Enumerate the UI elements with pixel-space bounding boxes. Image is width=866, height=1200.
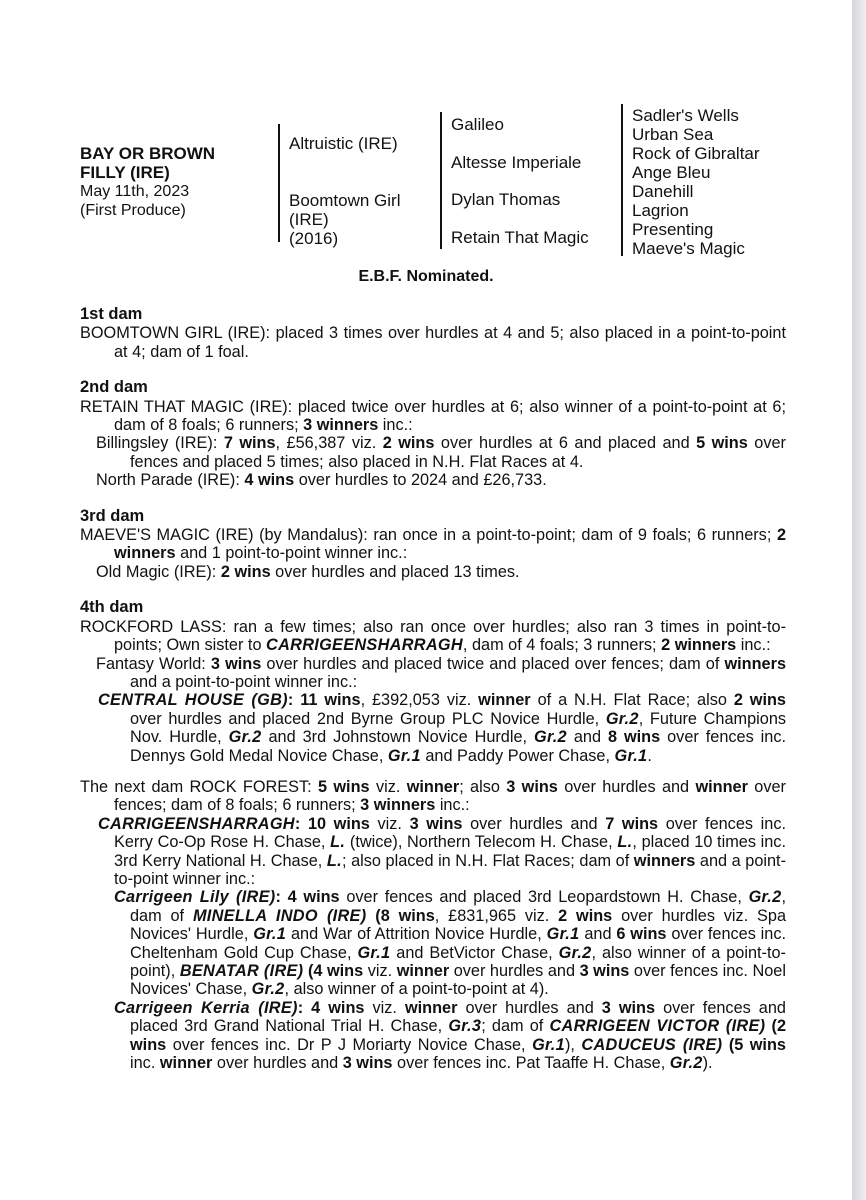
sire-name: Altruistic (IRE) bbox=[289, 134, 398, 153]
great-grandparent-2: Urban Sea bbox=[632, 125, 714, 144]
pedigree-bar-grandparents bbox=[440, 112, 442, 249]
third-dam-section bbox=[80, 507, 786, 582]
great-grandparent-1: Sadler's Wells bbox=[632, 106, 739, 125]
dam-name-line1: Boomtown Girl bbox=[289, 191, 401, 210]
progeny-carrigeensharragh: CARRIGEENSHARRAGH: 10 wins viz. 3 wins over hurdles and 7 wins over fences inc. Kerry Co-Op Rose H. Chase, L. (twice), Northern Telecom H. Chase, L., placed 10 times inc. 3rd Kerry National H. Chase, L.; also placed in N.H. Flat Races; dam of winners and a point-to-point winner inc.: bbox=[98, 814, 786, 888]
first-dam-section bbox=[80, 305, 786, 361]
great-grandparent-8: Maeve's Magic bbox=[632, 239, 745, 258]
second-dam-title: 2nd dam bbox=[80, 378, 148, 397]
progeny-carrigeen-lily: Carrigeen Lily (IRE): 4 wins over fences and placed 3rd Leopardstown H. Chase, Gr.2, dam of MINELLA INDO (IRE) (8 wins, £831,965 viz. 2 wins over hurdles viz. Spa Novices' Hurdle, Gr.1 and War of Attrition Novice Hurdle, Gr.1 and 6 wins over fences inc. Cheltenham Gold Cup Chase, Gr.1 and BetVictor Chase, Gr.2, also winner of a point-to-point), BENATAR (IRE) (4 wins viz. winner over hurdles and 3 wins over fences inc. Noel Novices' Chase, Gr.2, also winner of a point-to-point at 4). bbox=[114, 888, 787, 999]
progeny-fantasy-world: Fantasy World: 3 wins over hurdles and placed twice and placed over fences; dam of winners and a point-to-point winner inc.: bbox=[96, 654, 787, 691]
ebf-nomination: E.B.F. Nominated. bbox=[358, 268, 494, 285]
fourth-dam-section bbox=[80, 598, 786, 765]
progeny-billingsley: Billingsley (IRE): 7 wins, £56,387 viz. 2 wins over hurdles at 6 and placed and 5 wins over fences and placed 5 times; also placed in N.H. Flat Races at 4. bbox=[96, 434, 786, 471]
great-grandparent-6: Lagrion bbox=[632, 201, 689, 220]
fourth-dam-title: 4th dam bbox=[80, 598, 144, 617]
grandparent-4: Retain That Magic bbox=[451, 228, 589, 247]
grandparent-3: Dylan Thomas bbox=[451, 190, 561, 209]
grandparent-1: Galileo bbox=[451, 115, 504, 134]
first-dam-text: BOOMTOWN GIRL (IRE): placed 3 times over hurdles at 4 and 5; also placed in a point-to-point at 4; dam of 1 foal. bbox=[80, 324, 786, 361]
dam-history bbox=[80, 305, 786, 1072]
progeny-old-magic: Old Magic (IRE): 2 wins over hurdles and placed 13 times. bbox=[96, 562, 520, 581]
page-edge-shadow bbox=[852, 0, 866, 1200]
first-dam-title: 1st dam bbox=[80, 305, 143, 323]
second-dam-section bbox=[80, 378, 786, 489]
subject-block bbox=[80, 144, 260, 220]
pedigree-bar-great-grandparents bbox=[621, 104, 623, 256]
great-grandparent-3: Rock of Gibraltar bbox=[632, 144, 760, 163]
great-grandparent-5: Danehill bbox=[632, 182, 694, 201]
progeny-central-house: CENTRAL HOUSE (GB): 11 wins, £392,053 viz. winner of a N.H. Flat Race; also 2 wins over hurdles and placed 2nd Byrne Group PLC Novice Hurdle, Gr.2, Future Champions Nov. Hurdle, Gr.2 and 3rd Johnstown Novice Hurdle, Gr.2 and 8 wins over fences inc. Dennys Gold Medal Novice Chase, Gr.1 and Paddy Power Chase, Gr.1. bbox=[98, 691, 787, 765]
third-dam-title: 3rd dam bbox=[80, 506, 145, 525]
foaling-date: May 11th, 2023 bbox=[80, 183, 190, 200]
pedigree-bar-parents bbox=[278, 124, 280, 242]
great-grandparent-4: Ange Bleu bbox=[632, 163, 711, 182]
produce-note: (First Produce) bbox=[80, 202, 186, 219]
dam-name bbox=[289, 191, 400, 248]
great-grandparents-list bbox=[632, 106, 760, 258]
subject-name: BAY OR BROWN FILLY (IRE) bbox=[80, 144, 216, 182]
progeny-north-parade: North Parade (IRE): 4 wins over hurdles to 2024 and £26,733. bbox=[96, 471, 547, 490]
grandparent-2: Altesse Imperiale bbox=[451, 153, 582, 172]
great-grandparent-7: Presenting bbox=[632, 220, 714, 239]
third-dam-text: MAEVE'S MAGIC (IRE) (by Mandalus): ran once in a point-to-point; dam of 9 foals; 6 runners; 2 winners and 1 point-to-point winner inc.: bbox=[80, 526, 786, 563]
dam-name-line2: (IRE) bbox=[289, 210, 329, 229]
progeny-carrigeen-kerria: Carrigeen Kerria (IRE): 4 wins viz. winner over hurdles and 3 wins over fences and placed 3rd Grand National Trial H. Chase, Gr.3; dam of CARRIGEEN VICTOR (IRE) (2 wins over fences inc. Dr P J Moriarty Novice Chase, Gr.1), CADUCEUS (IRE) (5 wins inc. winner over hurdles and 3 wins over fences inc. Pat Taaffe H. Chase, Gr.2). bbox=[114, 998, 786, 1073]
second-dam-text: RETAIN THAT MAGIC (IRE): placed twice over hurdles at 6; also winner of a point-to-point at 6; dam of 8 foals; 6 runners; 3 winners inc.: bbox=[80, 397, 786, 435]
next-dam-text: The next dam ROCK FOREST: 5 wins viz. winner; also 3 wins over hurdles and winner over fences; dam of 8 foals; 6 runners; 3 winners inc.: bbox=[80, 777, 786, 815]
fourth-dam-text: ROCKFORD LASS: ran a few times; also ran once over hurdles; also ran 3 times in point-to-points; Own sister to CARRIGEENSHARRAGH, dam of 4 foals; 3 runners; 2 winners inc.: bbox=[80, 617, 786, 655]
dam-foal-year: (2016) bbox=[289, 229, 339, 248]
next-dam-section bbox=[80, 778, 786, 1073]
